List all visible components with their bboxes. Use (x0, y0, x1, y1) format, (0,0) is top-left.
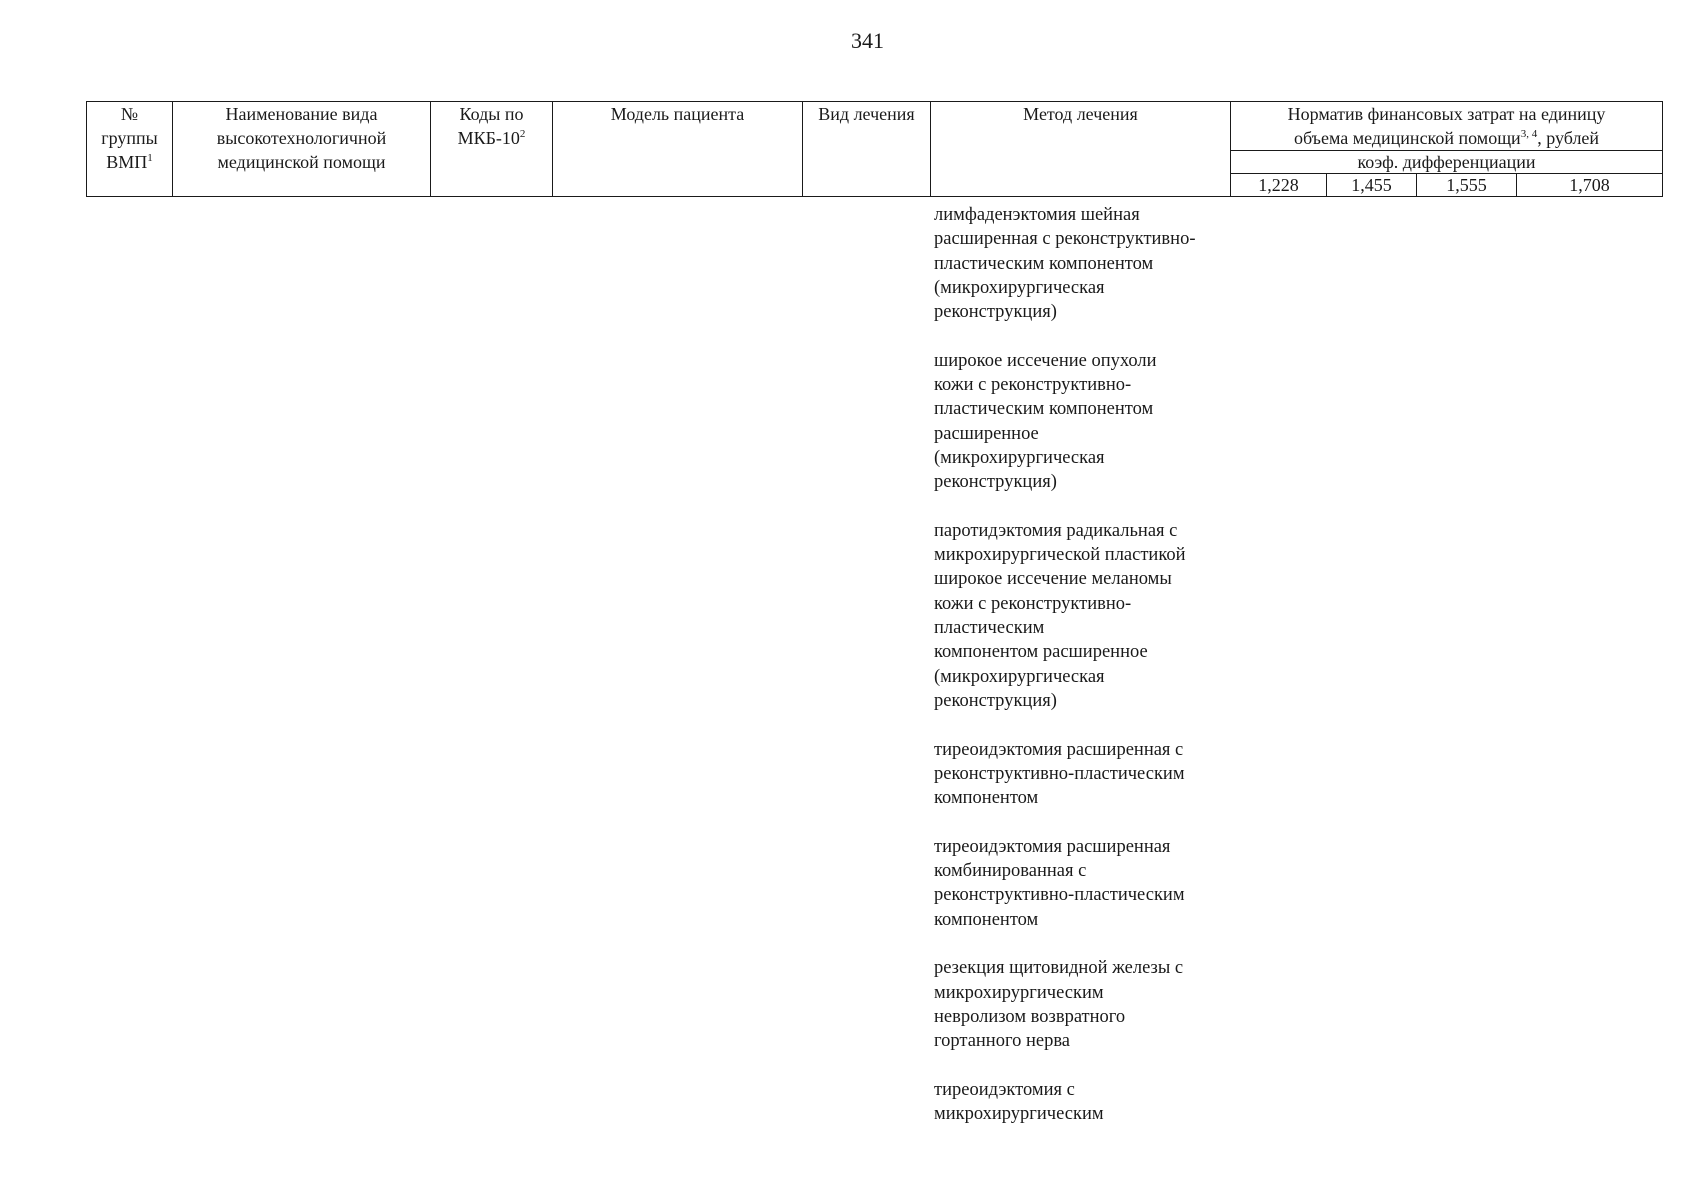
footnote-ref-2: 2 (519, 128, 526, 140)
header-coefficient-value: 1,455 (1327, 174, 1417, 197)
header-icd-codes-label: МКБ-10 (457, 128, 520, 148)
treatment-method-line: микрохирургическим (934, 982, 1104, 1003)
treatment-method-item (934, 956, 1234, 1053)
header-care-type-line: медицинской помощи (217, 152, 386, 172)
treatment-method-line: реконструкция) (934, 472, 1057, 493)
treatment-method-line: паротидэктомия радикальная с (934, 520, 1178, 541)
treatment-method-line: компонентом (934, 788, 1039, 809)
header-group-number (87, 102, 173, 197)
treatment-method-line: пластическим (934, 618, 1045, 639)
treatment-method-line: компонентом расширенное (934, 642, 1148, 663)
treatment-method-line: кожи с реконструктивно- (934, 375, 1132, 396)
treatment-method-line: реконструкция) (934, 302, 1057, 323)
treatment-method-line: микрохирургическим (934, 1103, 1104, 1124)
header-care-type-name (173, 102, 431, 197)
header-icd-codes-line: Коды по (459, 104, 524, 124)
treatment-method-list (934, 203, 1234, 1151)
treatment-method-line: (микрохирургическая (934, 666, 1105, 687)
treatment-method-item (934, 738, 1234, 811)
treatment-method-item (934, 519, 1234, 713)
table-header (86, 101, 1663, 197)
header-coefficient-value: 1,228 (1231, 174, 1327, 197)
treatment-method-line: компонентом (934, 909, 1039, 930)
treatment-method-line: расширенное (934, 423, 1039, 444)
treatment-method-line: реконструкция) (934, 690, 1057, 711)
header-patient-model: Модель пациента (553, 102, 803, 197)
header-financial-norm-line: объема медицинской помощи (1293, 128, 1521, 148)
treatment-method-line: (микрохирургическая (934, 447, 1105, 468)
treatment-method-line: невролизом возвратного (934, 1006, 1126, 1027)
treatment-method-line: лимфаденэктомия шейная (934, 205, 1140, 225)
treatment-method-item (934, 1078, 1234, 1127)
treatment-method-line: тиреоидэктомия с (934, 1079, 1075, 1100)
treatment-method-line: расширенная с реконструктивно- (934, 229, 1196, 250)
header-financial-norm-line: Норматив финансовых затрат на единицу (1287, 104, 1606, 124)
page-number: 341 (851, 28, 884, 53)
treatment-method-line: (микрохирургическая (934, 277, 1105, 298)
treatment-method-line: широкое иссечение опухоли (934, 350, 1157, 371)
footnote-ref-3-4: 3, 4 (1520, 128, 1538, 140)
treatment-method-item (934, 203, 1234, 324)
treatment-method-item (934, 349, 1234, 495)
treatment-method-line: кожи с реконструктивно- (934, 593, 1132, 614)
treatment-method-item (934, 835, 1234, 932)
footnote-ref-1: 1 (147, 152, 153, 164)
treatment-method-line: пластическим компонентом (934, 253, 1154, 274)
treatment-method-line: реконструктивно-пластическим (934, 763, 1185, 784)
header-care-type-line: высокотехнологичной (216, 128, 387, 148)
header-coefficient-value: 1,555 (1417, 174, 1517, 197)
treatment-method-line: широкое иссечение меланомы (934, 569, 1172, 590)
header-financial-norm-unit: , рублей (1537, 128, 1600, 148)
treatment-method-line: комбинированная с (934, 861, 1087, 882)
header-coefficient-label: коэф. дифференциации (1231, 151, 1663, 174)
treatment-method-line: гортанного нерва (934, 1031, 1071, 1052)
header-treatment-type: Вид лечения (803, 102, 931, 197)
treatment-method-line: пластическим компонентом (934, 399, 1154, 420)
treatment-method-line: тиреоидэктомия расширенная с (934, 739, 1184, 760)
header-group-vmp-label: ВМП (106, 152, 148, 172)
header-treatment-method: Метод лечения (931, 102, 1231, 197)
header-financial-norm (1231, 102, 1663, 151)
treatment-method-line: тиреоидэктомия расширенная (934, 836, 1171, 857)
header-icd-codes (431, 102, 553, 197)
header-group-number-label: группы (101, 128, 158, 148)
header-group-number-symbol: № (120, 104, 139, 124)
treatment-method-line: реконструктивно-пластическим (934, 885, 1185, 906)
header-care-type-line: Наименование вида (225, 104, 378, 124)
treatment-method-line: резекция щитовидной железы с (934, 958, 1184, 979)
header-coefficient-value: 1,708 (1517, 174, 1663, 197)
treatment-method-line: микрохирургической пластикой (934, 545, 1186, 566)
